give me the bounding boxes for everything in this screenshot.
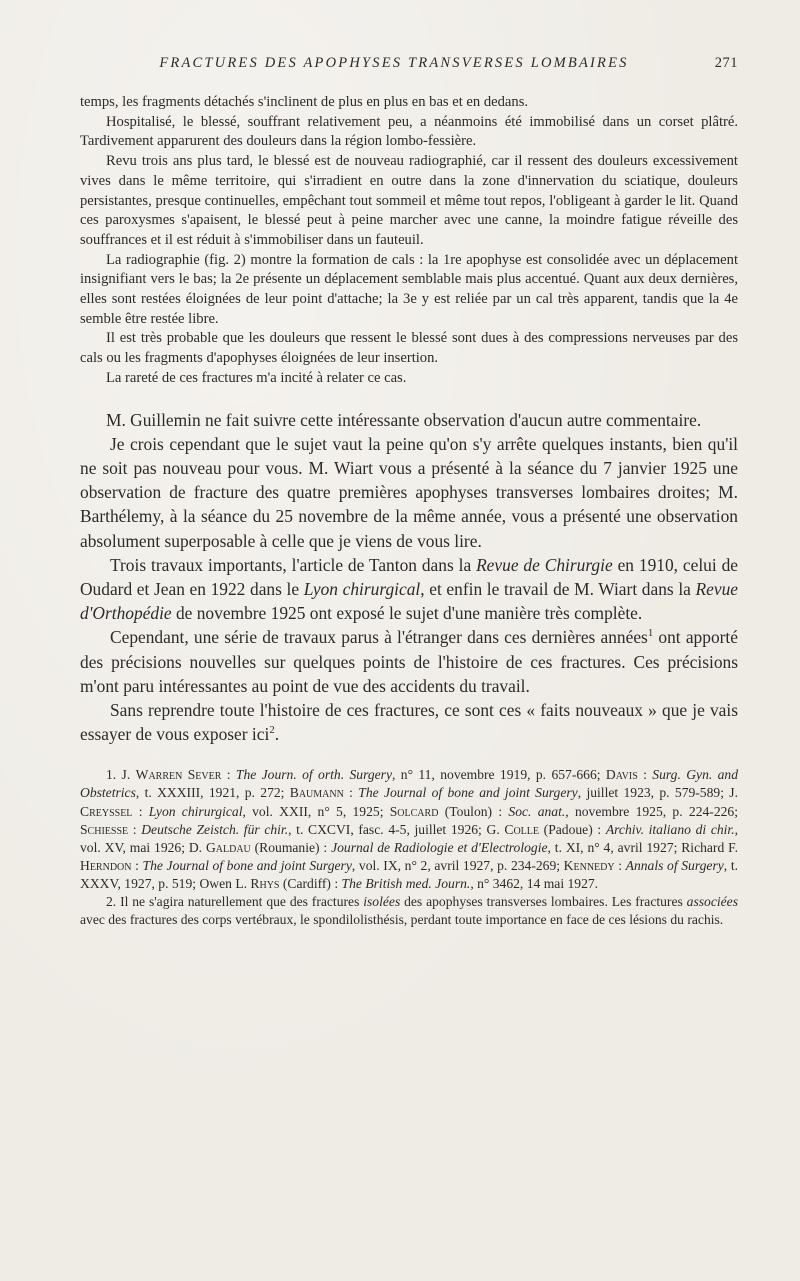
main-paragraph-5	[80, 698, 738, 746]
text-run: (Padoue) :	[539, 821, 606, 837]
text-run: :	[637, 767, 653, 783]
text-run: :	[128, 821, 142, 837]
text-run: des apophyses transverses lombaires. Les fractures	[400, 894, 687, 910]
text-run: :	[343, 785, 359, 801]
observation-paragraph-4: La radiographie (fig. 2) montre la formation de cals : la 1re apophyse est consolidée avec un déplacement insignifiant vers le bas; la 2e présente un déplacement semblable mais plus accentué. Quant aux deux dernières, elles sont restées éloignées de leur point d'attache; la 3e y est reliée par un cal très apparent, tandis que la 4e semble être restée libre.	[80, 251, 738, 327]
journal-title: Surg. Gyn. and Obstetrics	[80, 767, 739, 801]
text-run: Cependant, une série de travaux parus à l'étranger dans ces dernières années	[110, 627, 648, 648]
text-run: (Toulon) :	[438, 803, 509, 819]
author-name: Galdau	[205, 839, 251, 855]
text-run: , vol. XV, mai 1926; D.	[80, 821, 739, 855]
journal-title: Soc. anat.	[508, 803, 566, 819]
observation-paragraph-6: La rareté de ces fractures m'a incité à relater ce cas.	[106, 369, 407, 386]
observation-paragraph-2: Hospitalisé, le blessé, souffrant relativement peu, a néanmoins été immobilisé dans un corset plâtré. Tardivement apparurent des douleurs dans la région lombo-fessière.	[80, 113, 738, 150]
author-name: Herndon	[80, 857, 132, 873]
journal-title: Deutsche Zeistch. für chir.	[141, 821, 289, 837]
text-run: ont apporté des précisions nouvelles sur quelques points de l'histoire de ces fractures. Ces précisions m'ont paru intéressantes au point de vue des accidents du travail.	[80, 627, 738, 696]
footnote-2	[80, 893, 738, 929]
text-run: :	[614, 857, 626, 873]
author-name: Warren Sever	[135, 767, 222, 783]
author-name: Baumann	[289, 785, 344, 801]
text-run: , t. CXCVI, fasc. 4-5, juillet 1926; G.	[288, 821, 505, 837]
journal-title: Revue d'Orthopédie	[80, 578, 738, 624]
journal-title: The Journal of bone and joint Surgery	[142, 857, 352, 873]
text-run: , novembre 1925, p. 224-226;	[565, 803, 738, 819]
running-header	[80, 55, 738, 81]
observation-section	[80, 93, 738, 389]
observation-paragraph-5: Il est très probable que les douleurs que ressent le blessé sont dues à des compressions nerveuses par des cals ou les fragments d'apophyses éloignées de leur insertion.	[80, 330, 738, 367]
text-run: (Roumanie) :	[250, 839, 332, 855]
journal-title: Annals of Surgery	[625, 857, 724, 873]
footnote-1	[80, 766, 738, 893]
text-run: , juillet 1923, p. 579-589; J.	[577, 785, 738, 801]
author-name: Davis	[605, 767, 638, 783]
emphasis: associées	[686, 894, 738, 910]
footnote-reference-2[interactable]: 2	[269, 724, 275, 737]
journal-title: Lyon chirurgical	[303, 578, 421, 599]
journal-title: Revue de Chirurgie	[476, 554, 613, 575]
author-name: Colle	[504, 821, 539, 837]
author-name: Solcard	[389, 803, 439, 819]
text-run: , n° 11, novembre 1919, p. 657-666;	[392, 767, 606, 783]
text-run: Trois travaux importants, l'article de Tanton dans la	[110, 554, 477, 575]
text-run: 1. J.	[106, 767, 136, 783]
text-run: , t. XXXV, 1927, p. 519; Owen L.	[80, 857, 738, 891]
text-run: en 1910, celui de Oudard et Jean en 1922 dans le	[80, 554, 738, 599]
main-text	[80, 408, 738, 747]
main-paragraph-4	[80, 625, 738, 698]
footnotes	[80, 766, 738, 929]
author-name: Schiesse	[80, 821, 129, 837]
text-run: :	[131, 857, 143, 873]
main-paragraph-3	[80, 553, 738, 626]
text-run: , n° 3462, 14 mai 1927.	[470, 875, 599, 891]
observation-paragraph-3: Revu trois ans plus tard, le blessé est de nouveau radiographié, car il ressent des douleurs excessivement vives dans le même territoire, qui s'irradient en outre dans la zone d'innervation du sciatique, douleurs persistantes, presque continuelles, empêchant tout sommeil et même tout repos, l'obligeant à garder le lit. Quand ces paroxysmes s'apaisent, le blessé peut à peine marcher avec une canne, la moindre fatigue réveille des souffrances et il est réduit à s'immobiliser dans un fauteuil.	[80, 153, 738, 248]
journal-title: Lyon chirurgical	[148, 803, 243, 819]
journal-title: The Journ. of orth. Surgery	[235, 767, 393, 783]
journal-title: Archiv. italiano di chir.	[605, 821, 735, 837]
journal-title: Journal de Radiologie et d'Electrologie	[331, 839, 548, 855]
text-run: 2. Il ne s'agira naturellement que des fractures	[106, 894, 364, 910]
text-run: avec des fractures des corps vertébraux, le spondilolisthésis, perdant toute importance en face de ces lésions du rachis.	[80, 912, 724, 928]
footnote-reference-1[interactable]: 1	[647, 627, 654, 640]
main-paragraph-2: Je crois cependant que le sujet vaut la peine qu'on s'y arrête quelques instants, bien qu'il ne soit pas nouveau pour vous. M. Wiart vous a présenté à la séance du 7 janvier 1925 une observation de fracture des quatre premières apophyses transverses lombaires droites; M. Barthélemy, à la séance du 25 novembre de la même année, vous a présenté une observation absolument superposable à celle que je viens de vous lire.	[80, 433, 738, 551]
running-title: FRACTURES DES APOPHYSES TRANSVERSES LOMBAIRES	[159, 55, 629, 71]
text-run: :	[221, 767, 236, 783]
observation-paragraph-1: temps, les fragments détachés s'inclinent de plus en plus en bas et en dedans.	[80, 94, 529, 110]
text-run: , vol. IX, n° 2, avril 1927, p. 234-269;	[351, 857, 564, 873]
text-run: , t. XI, n° 4, avril 1927; Richard F.	[547, 839, 738, 855]
author-name: Creyssel	[80, 803, 133, 819]
text-run: , et enfin le travail de M. Wiart dans la	[420, 578, 696, 599]
text-run: , vol. XXII, n° 5, 1925;	[242, 803, 390, 819]
text-run: , t. XXXIII, 1921, p. 272;	[135, 785, 290, 801]
main-paragraph-1: M. Guillemin ne fait suivre cette intéressante observation d'aucun autre commentaire.	[106, 409, 702, 430]
author-name: Kennedy	[563, 857, 615, 873]
text-run: .	[274, 724, 280, 745]
journal-title: The British med. Journ.	[341, 875, 471, 891]
author-name: Rhys	[250, 875, 280, 891]
text-run: de novembre 1925 ont exposé le sujet d'une manière très complète.	[171, 603, 643, 624]
emphasis: isolées	[363, 894, 401, 910]
text-run: :	[132, 803, 149, 819]
text-run: (Cardiff) :	[279, 875, 342, 891]
journal-title: The Journal of bone and joint Surgery	[358, 785, 578, 801]
page-number: 271	[714, 55, 738, 71]
text-run: Sans reprendre toute l'histoire de ces fractures, ce sont ces « faits nouveaux » que je vais essayer de vous exposer ici	[80, 699, 738, 745]
